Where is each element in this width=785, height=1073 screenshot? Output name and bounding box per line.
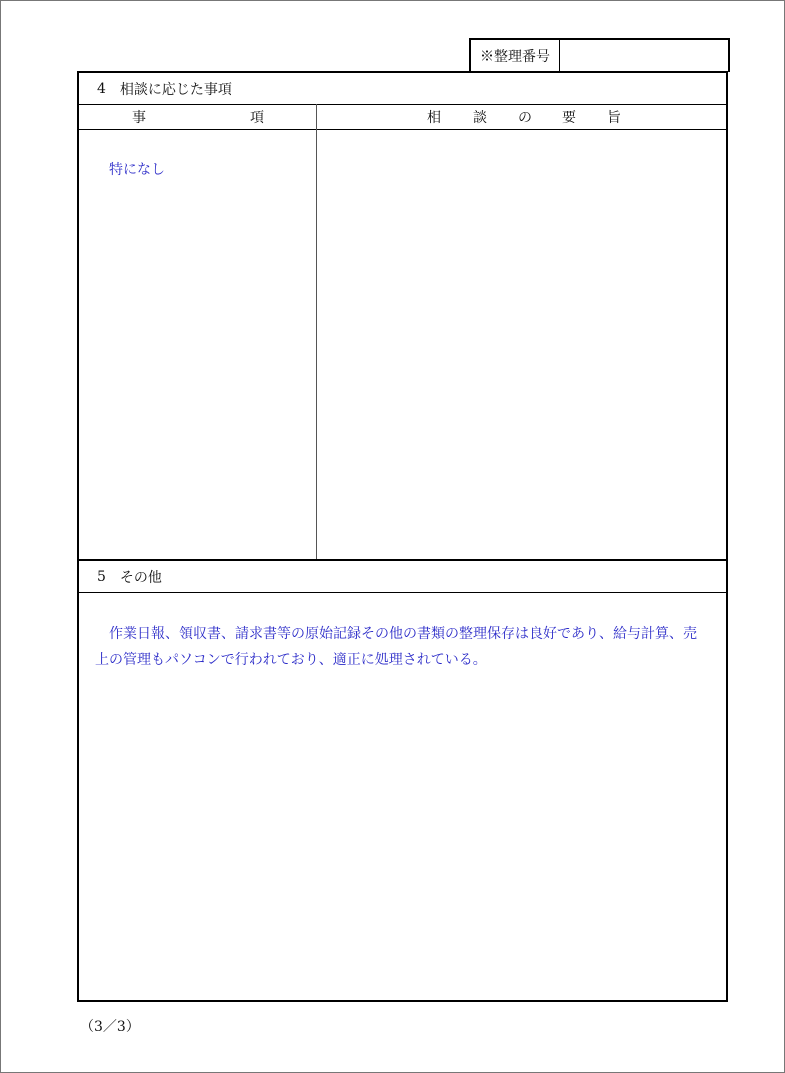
divider [79,129,726,130]
column-header-summary-char: 相 [427,110,441,126]
reference-number-label: ※整理番号 [471,40,560,72]
section4-title: 相談に応じた事項 [119,81,232,98]
reference-number-box [469,38,730,72]
column-header-item [79,105,316,129]
section4-heading [79,73,726,104]
column-header-summary-char: 旨 [607,110,621,126]
item-text: 特になし [109,162,165,178]
column-header-summary-char: 談 [473,110,487,126]
form-table [77,71,728,1002]
other-text-line1: 作業日報、領収書、請求書等の原始記録その他の書類の整理保存は良好であり、給与計算、売 [109,626,697,642]
section5-number: 5 [97,568,106,585]
section5-title: その他 [119,569,162,586]
column-header-summary-char: 要 [562,110,576,126]
page-number: （3／3） [80,1019,140,1035]
column-header-summary [317,105,726,129]
column-header-item-char: 事 [132,110,146,126]
section5-heading [79,561,726,592]
column-divider [316,104,317,559]
other-text-line2: 上の管理もパソコンで行われており、適正に処理されている。 [95,652,487,668]
column-header-item-char: 項 [250,110,264,126]
divider [79,592,726,593]
reference-number-value [560,40,728,72]
section4-number: 4 [97,80,106,97]
column-header-summary-char: の [518,110,532,126]
